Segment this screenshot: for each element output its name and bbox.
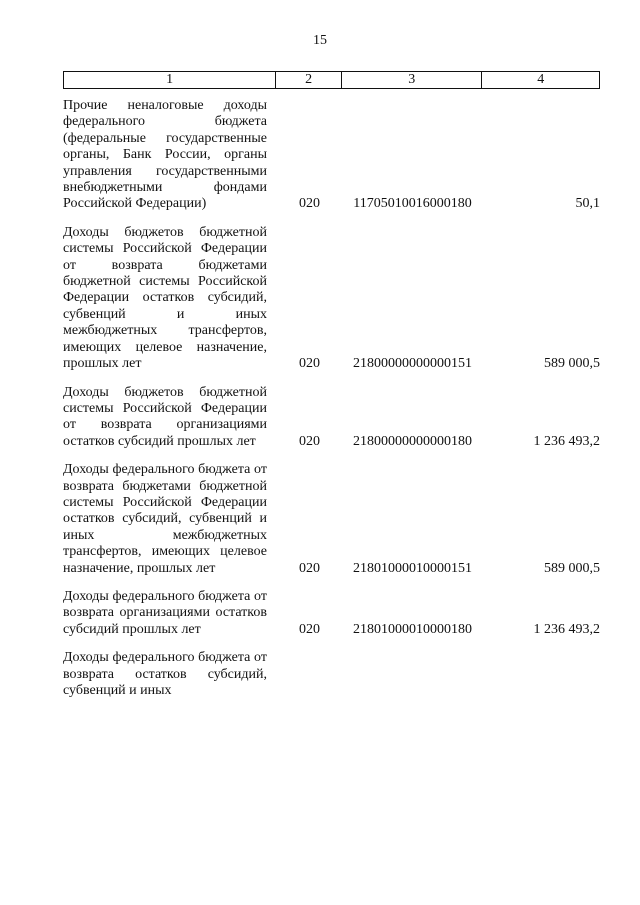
table-header	[63, 71, 600, 89]
row-code: 020	[299, 560, 320, 576]
row-kbk: 21800000000000151	[353, 356, 472, 372]
row-amount: 50,1	[575, 196, 600, 212]
page-number: 15	[313, 33, 327, 48]
row-kbk: 21801000010000180	[353, 621, 472, 637]
row-name: Доходы федерального бюджета от возврата остатков субсидий, субвенций и иных	[63, 650, 267, 698]
row-code: 020	[299, 433, 320, 449]
row-name: Доходы федерального бюджета от возврата организациями остатков субсидий прошлых лет	[63, 588, 267, 637]
table-row	[63, 225, 600, 373]
row-amount: 589 000,5	[544, 560, 600, 576]
row-name: Доходы бюджетов бюджетной системы Российской Федерации от возврата организациями остатков субсидий прошлых лет	[63, 384, 267, 449]
column-header-2: 2	[276, 72, 342, 88]
row-kbk: 21800000000000180	[353, 433, 472, 449]
table-row	[63, 462, 600, 577]
row-name: Прочие неналоговые доходы федерального бюджета (федеральные государственные органы, Банк России, органы управления государственными внебюджетными фондами Российской Федерации)	[63, 98, 267, 212]
table-row	[63, 650, 600, 699]
table-row	[63, 98, 600, 213]
row-name: Доходы бюджетов бюджетной системы Российской Федерации от возврата бюджетами бюджетной системы Российской Федерации остатков субсидий, субвенций и иных межбюджетных трансфертов, имеющих целевое назначение, прошлых лет	[63, 224, 267, 372]
table-row	[63, 385, 600, 451]
row-amount: 589 000,5	[544, 356, 600, 372]
column-header-1: 1	[64, 72, 276, 88]
row-amount: 1 236 493,2	[533, 621, 600, 637]
table-body	[63, 98, 600, 711]
row-kbk: 11705010016000180	[353, 196, 472, 212]
row-code: 020	[299, 356, 320, 372]
row-code: 020	[299, 196, 320, 212]
row-code: 020	[299, 621, 320, 637]
table-row	[63, 589, 600, 638]
column-header-3: 3	[342, 72, 482, 88]
row-kbk: 21801000010000151	[353, 560, 472, 576]
row-amount: 1 236 493,2	[533, 433, 600, 449]
row-name: Доходы федерального бюджета от возврата бюджетами бюджетной системы Российской Федерации остатков субсидий, субвенций и иных межбюджетных трансфертов, имеющих целевое назначение, прошлых лет	[63, 462, 267, 576]
column-header-4: 4	[537, 72, 545, 87]
